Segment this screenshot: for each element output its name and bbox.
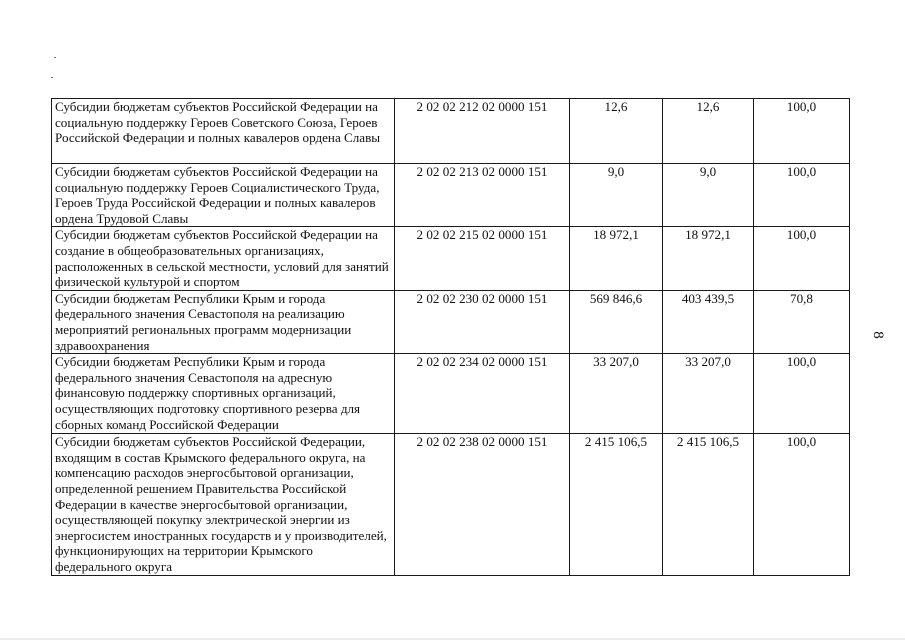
row-executed-cell: 33 207,0 [663,354,754,434]
row-percent-cell: 100,0 [754,354,850,434]
row-approved-cell: 33 207,0 [570,354,663,434]
row-percent-cell: 100,0 [754,99,850,164]
row-percent-cell: 100,0 [754,434,850,576]
row-code-cell: 2 02 02 230 02 0000 151 [395,290,570,353]
row-name-cell: Субсидии бюджетам Республики Крым и города федерального значения Севастополя на реализацию мероприятий региональных программ модернизации здравоохранения [52,290,395,353]
row-executed-cell: 9,0 [663,164,754,227]
row-approved-cell: 12,6 [570,99,663,164]
row-code-cell: 2 02 02 215 02 0000 151 [395,227,570,290]
row-approved-cell: 18 972,1 [570,227,663,290]
row-name-cell: Субсидии бюджетам субъектов Российской Федерации на социальную поддержку Героев Советского Союза, Героев Российской Федерации и полных кавалеров ордена Славы [52,99,395,164]
scan-speck [51,77,53,78]
row-executed-cell: 18 972,1 [663,227,754,290]
table-row [52,99,850,164]
row-approved-cell: 569 846,6 [570,290,663,353]
scan-speck [54,57,56,58]
table-row [52,290,850,353]
row-code-cell: 2 02 02 238 02 0000 151 [395,434,570,576]
row-code-cell: 2 02 02 213 02 0000 151 [395,164,570,227]
row-name-cell: Субсидии бюджетам субъектов Российской Федерации на социальную поддержку Героев Социалистического Труда, Героев Труда Российской Федерации и полных кавалеров ордена Трудовой Славы [52,164,395,227]
row-approved-cell: 2 415 106,5 [570,434,663,576]
row-name-cell: Субсидии бюджетам субъектов Российской Федерации на создание в общеобразовательных организациях, расположенных в сельской местности, условий для занятий физической культурой и спортом [52,227,395,290]
row-code-cell: 2 02 02 234 02 0000 151 [395,354,570,434]
row-name-cell: Субсидии бюджетам субъектов Российской Федерации, входящим в состав Крымского федерального округа, на компенсацию расходов энергосбытовой организации, определенной решением Правительства Российской Федерации в качестве энергосбытовой организации, осуществляющей покупку электрической энергии из энергосистем иностранных государств и у производителей, функционирующих на территории Крымского федерального округа [52,434,395,576]
table-row [52,354,850,434]
row-executed-cell: 2 415 106,5 [663,434,754,576]
row-executed-cell: 12,6 [663,99,754,164]
table-row [52,164,850,227]
row-name-cell: Субсидии бюджетам Республики Крым и города федерального значения Севастополя на адресную финансовую поддержку спортивных организаций, осуществляющих подготовку спортивного резерва для сборных команд Российской Федерации [52,354,395,434]
row-code-cell: 2 02 02 212 02 0000 151 [395,99,570,164]
row-percent-cell: 100,0 [754,227,850,290]
row-percent-cell: 70,8 [754,290,850,353]
page-number: 8 [870,331,886,339]
row-percent-cell: 100,0 [754,164,850,227]
budget-table [51,98,850,576]
table-row [52,434,850,576]
table-row [52,227,850,290]
row-approved-cell: 9,0 [570,164,663,227]
row-executed-cell: 403 439,5 [663,290,754,353]
